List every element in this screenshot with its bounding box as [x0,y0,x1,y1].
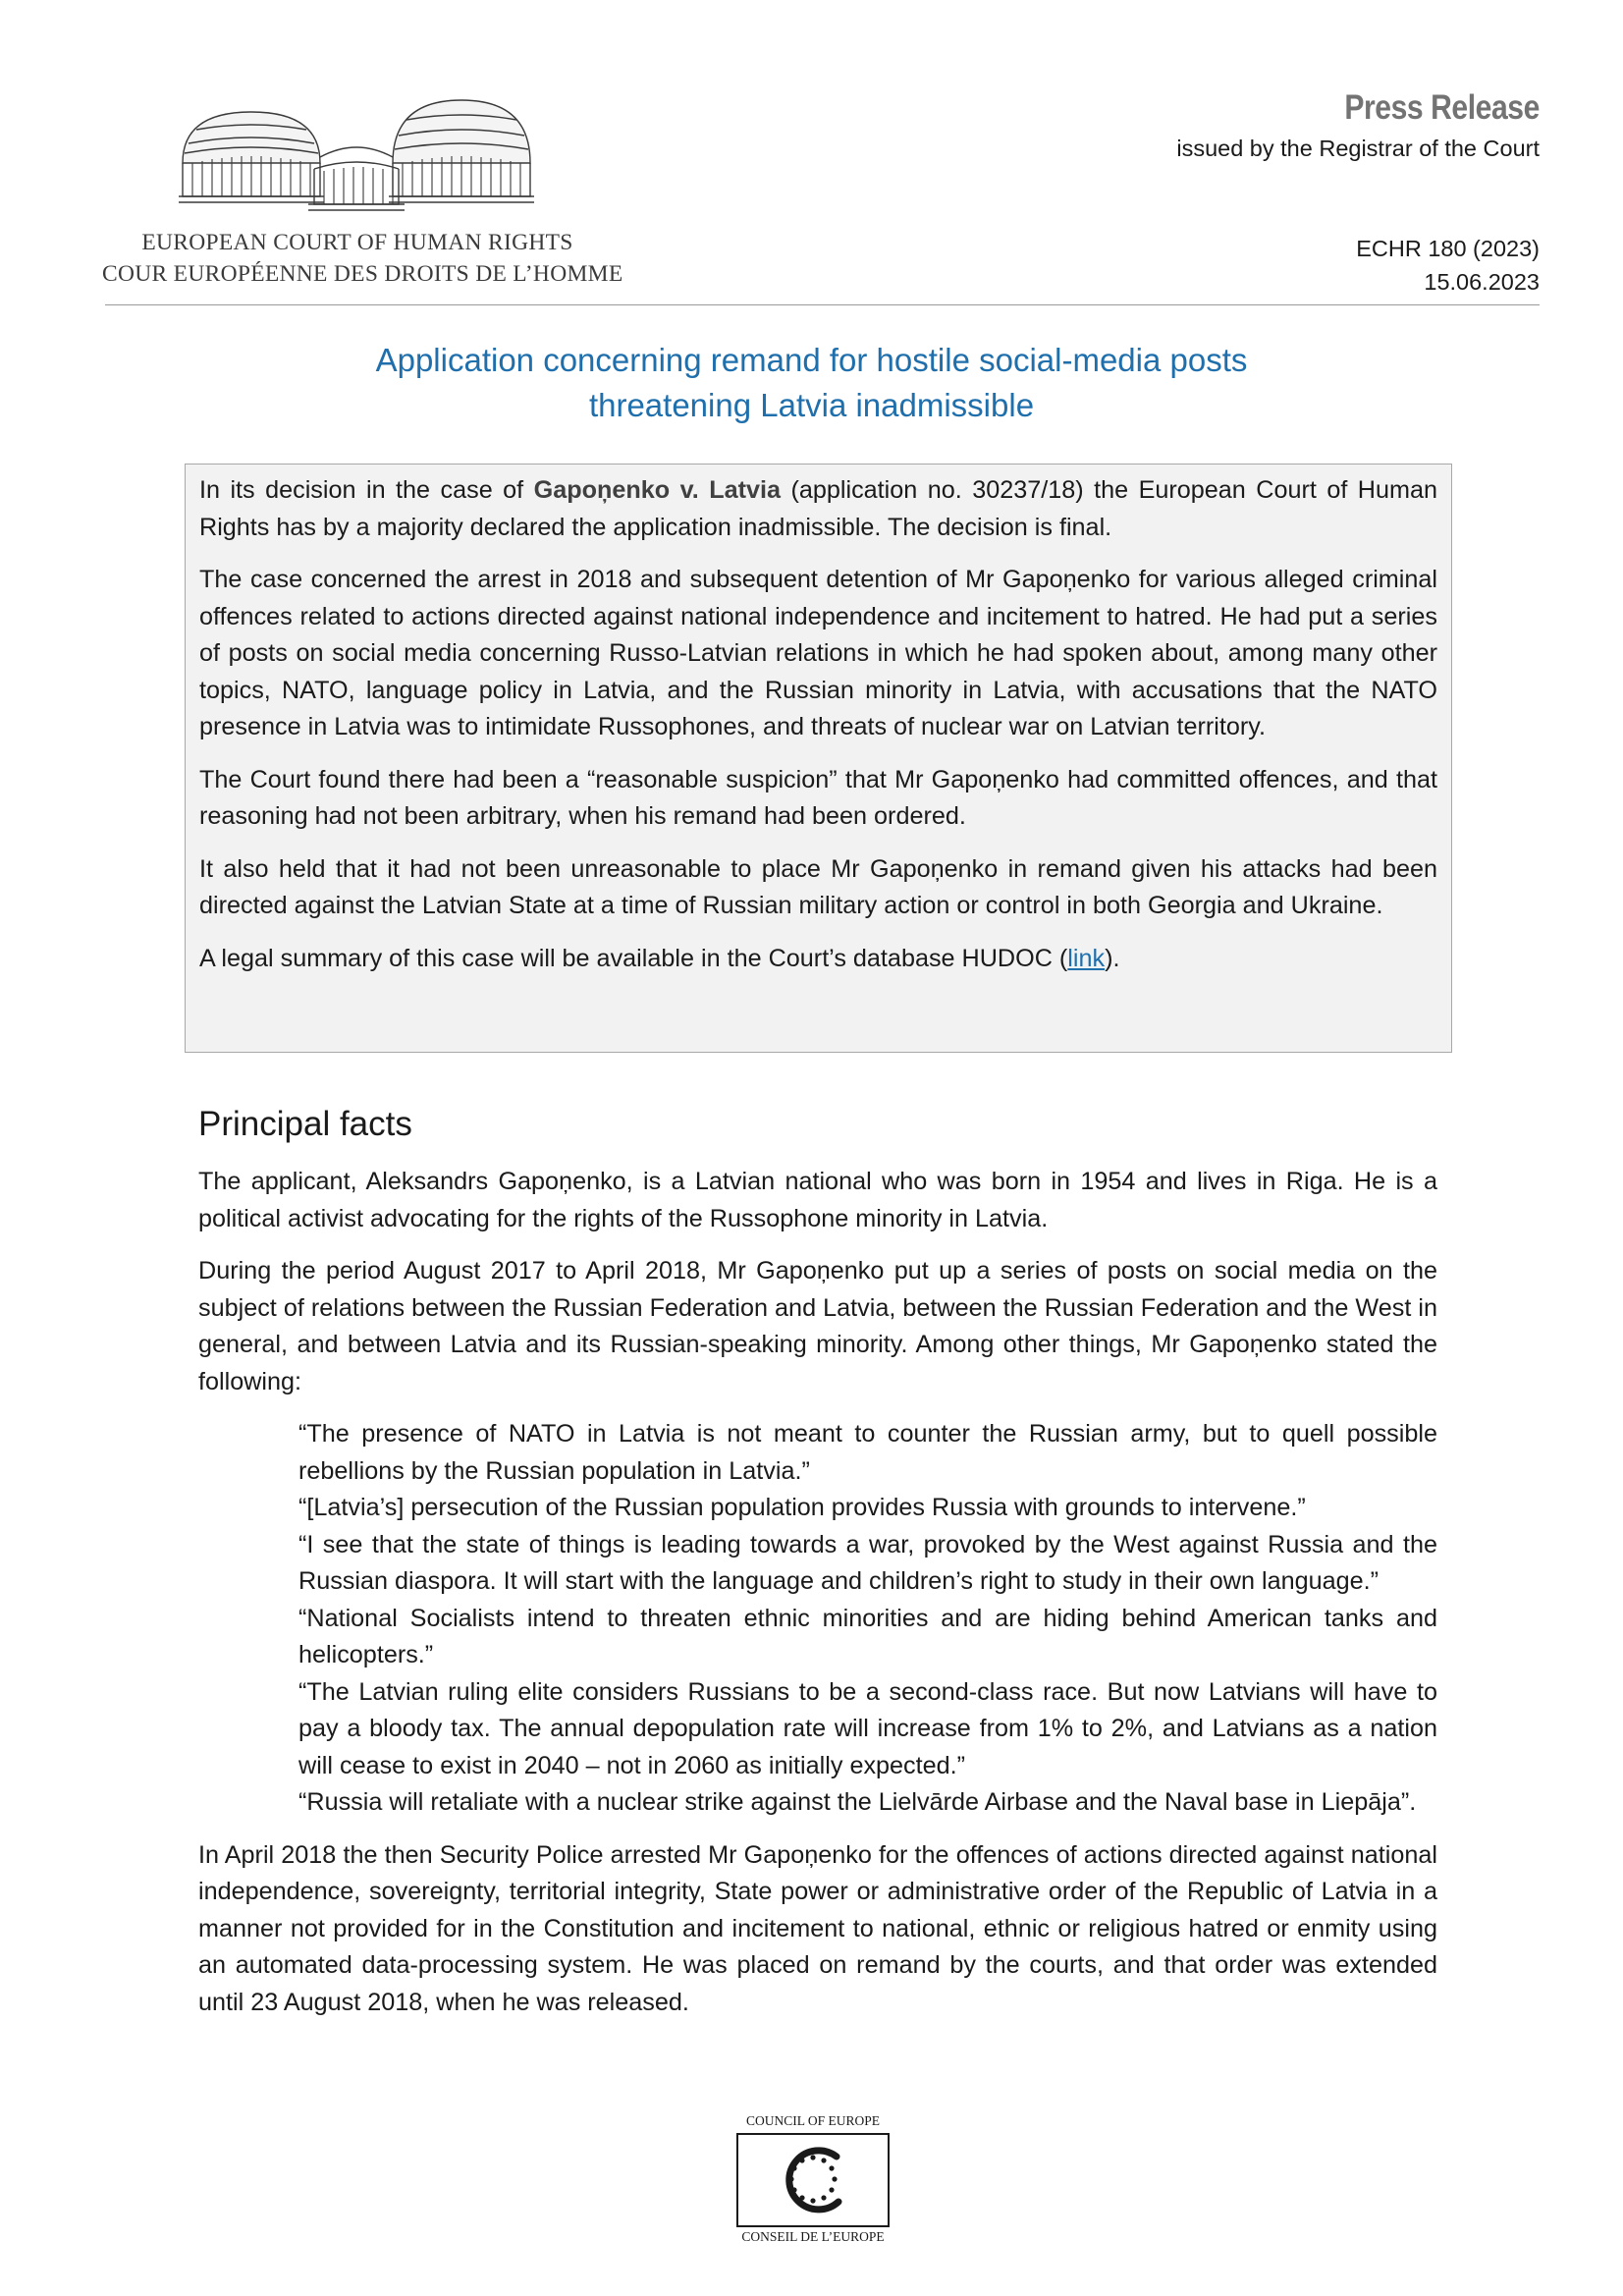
hudoc-link[interactable]: link [1067,944,1106,972]
press-release-title: Press Release [1344,88,1540,127]
headline-line-2: threatening Latvia inadmissible [588,387,1035,423]
coe-name-english: COUNCIL OF EUROPE [745,2113,880,2128]
court-name-french: COUR EUROPÉENNE DES DROITS DE L’HOMME [102,261,623,287]
court-name-english: EUROPEAN COURT OF HUMAN RIGHTS [141,230,573,255]
quote-item: “National Socialists intend to threaten ethnic minorities and are hiding behind American tanks and helicopters.” [298,1604,1437,1668]
header-divider [105,304,1540,305]
section-heading-principal-facts: Principal facts [198,1105,412,1143]
summary-p1-rest: (application no. 30237/18) the European Court of Human Rights has by a majority declared the application inadmissible. The decision is final. [199,476,1437,541]
release-date: 15.06.2023 [1424,269,1540,295]
quote-item: “I see that the state of things is leading towards a war, provoked by the West against Russia and the Russian diaspora. It will start with the language and children’s right to study in their own language.” [298,1530,1437,1595]
quote-item: “The Latvian ruling elite considers Russians to be a second-class race. But now Latvians will have to pay a bloody tax. The annual depopulation rate will increase from 1% to 2%, and Latvians as a nation will cease to exist in 2040 – not in 2060 as initially expected.” [298,1677,1437,1779]
release-reference: ECHR 180 (2023) [1356,236,1540,261]
headline [196,338,1427,428]
summary-p1-intro: In its decision in the case of [199,476,534,504]
quote-item: “The presence of NATO in Latvia is not meant to counter the Russian army, but to quell possible rebellions by the Russian population in Latvia.” [298,1420,1437,1485]
council-of-europe-logo [734,2113,892,2244]
summary-paragraph-2: The case concerned the arrest in 2018 and subsequent detention of Mr Gapoņenko for various alleged criminal offences related to actions directed against national independence and incitement to hatred. He had put a series of posts on social media concerning Russo-Latvian relations in which he had spoken about, among many other topics, NATO, language policy in Latvia, and the Russian minority in Latvia, with accusations that the NATO presence in Latvia was to intimidate Russophones, and threats of nuclear war on Latvian territory. [199,566,1437,740]
summary-p5-end: ). [1105,944,1120,972]
case-name: Gapoņenko v. Latvia [533,476,782,504]
press-release-subtitle: issued by the Registrar of the Court [1176,136,1540,161]
council-of-europe-emblem-icon [736,2133,890,2227]
facts-paragraph-1: The applicant, Aleksandrs Gapoņenko, is a Latvian national who was born in 1954 and lives in Riga. He is a political activist advocating for the rights of the Russophone minority in Latvia. [198,1168,1437,1232]
coe-name-french: CONSEIL DE L’EUROPE [741,2229,885,2244]
echr-logo [102,94,623,301]
quote-item: “[Latvia’s] persecution of the Russian population provides Russia with grounds to intervene.” [298,1494,1306,1521]
court-building-icon [171,94,544,222]
summary-box [185,464,1452,1053]
summary-paragraph-4: It also held that it had not been unreasonable to place Mr Gapoņenko in remand given his attacks had been directed against the Latvian State at a time of Russian military action or control in both Georgia and Ukraine. [199,854,1437,919]
summary-paragraph-1 [199,472,1437,546]
summary-paragraph-5 [199,941,1437,978]
summary-paragraph-3: The Court found there had been a “reasonable suspicion” that Mr Gapoņenko had committed offences, and that reasoning had not been arbitrary, when his remand had been ordered. [199,765,1437,830]
summary-p5-intro: A legal summary of this case will be available in the Court’s database HUDOC ( [199,944,1068,972]
facts-paragraph-2: During the period August 2017 to April 2018, Mr Gapoņenko put up a series of posts on social media on the subject of relations between the Russian Federation and Latvia, between the Russian Federation and the West in general, and between Latvia and its Russian-speaking minority. Among other things, Mr Gapoņenko stated the following: [198,1257,1437,1395]
quote-item: “Russia will retaliate with a nuclear strike against the Lielvārde Airbase and the Naval base in Liepāja”. [298,1788,1417,1816]
body-text [198,1164,1437,2037]
quotes-block [298,1416,1437,1822]
facts-paragraph-3: In April 2018 the then Security Police arrested Mr Gapoņenko for the offences of actions directed against national independence, sovereignty, territorial integrity, State power or administrative order of the Republic of Latvia in a manner not provided for in the Constitution and incitement to national, ethnic or religious hatred or enmity using an automated data-processing system. He was placed on remand by the courts, and that order was extended until 23 August 2018, when he was released. [198,1840,1437,2016]
headline-line-1: Application concerning remand for hostile social-media posts [375,342,1248,378]
